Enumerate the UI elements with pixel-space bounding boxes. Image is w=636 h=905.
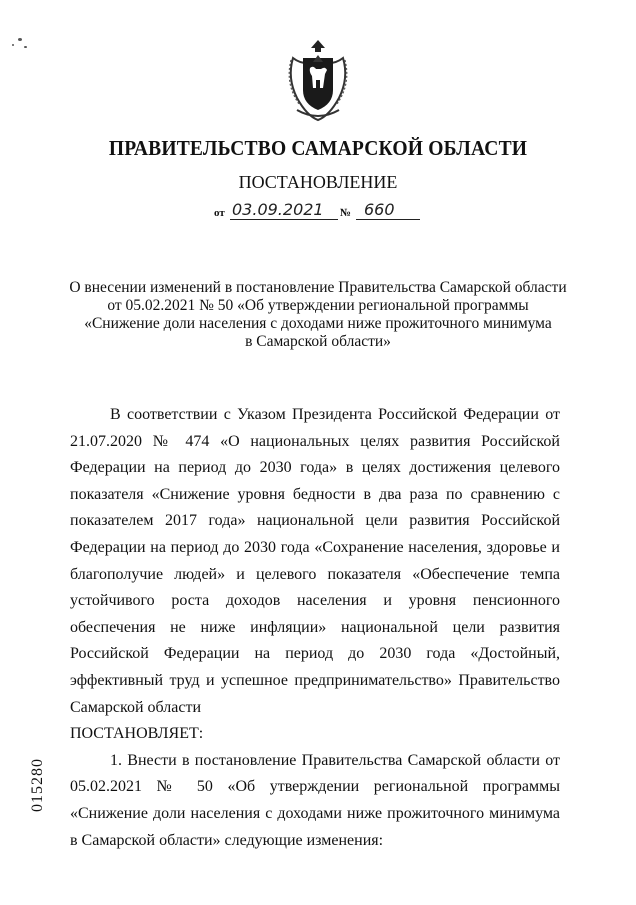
title-line: в Самарской области» [245, 333, 391, 350]
date-underline [230, 219, 338, 220]
margin-stamp-number: 015280 [29, 758, 46, 812]
resolves-clause: ПОСТАНОВЛЯЕТ: [70, 725, 204, 743]
preamble-paragraph: В соответствии с Указом Президента Российской Федерации от 21.07.2020 № 474 «О национальных целях развития Российской Федерации на период до 2030 года» в целях достижения целевого показателя «Снижение уровня бедности в два раза по сравнению с показателем 2017 года» национальной цели развития Российской Федерации на период до 2030 года «Сохранение населения, здоровье и благополучие людей» и целевого показателя «Обеспечение темпа устойчивого роста доходов населения и уровня пенсионного обеспечения не ниже инфляции» национальной цели развития Российской Федерации на период до 2030 года «Достойный, эффективный труд и успешное предпринимательство» Правительство Самарской области [70, 406, 560, 716]
date-value: 03.09.2021 [232, 200, 324, 219]
number-underline [356, 219, 420, 220]
date-number-line [214, 200, 434, 224]
document-body [70, 402, 560, 854]
scan-speck [12, 44, 14, 46]
item-1-paragraph: 1. Внести в постановление Правительства Самарской области от 05.02.2021 № 50 «Об утверждении региональной программы «Снижение доли населения с доходами ниже прожиточного минимума в Самарской области» следующие изменения: [70, 751, 560, 849]
title-line: от 05.02.2021 № 50 «Об утверждении региональной программы [107, 297, 529, 314]
date-label: от [214, 207, 225, 219]
scan-speck [24, 46, 27, 48]
number-label: № [340, 207, 352, 219]
coat-of-arms-icon [283, 38, 353, 122]
number-value: 660 [364, 200, 395, 219]
document-type: ПОСТАНОВЛЕНИЕ [238, 172, 398, 192]
scan-speck [18, 38, 22, 41]
title-line: О внесении изменений в постановление Правительства Самарской области [69, 279, 567, 296]
document-title [60, 279, 576, 351]
organization-name: ПРАВИТЕЛЬСТВО САМАРСКОЙ ОБЛАСТИ [108, 136, 528, 160]
title-line: «Снижение доли населения с доходами ниже прожиточного минимума [84, 315, 552, 332]
